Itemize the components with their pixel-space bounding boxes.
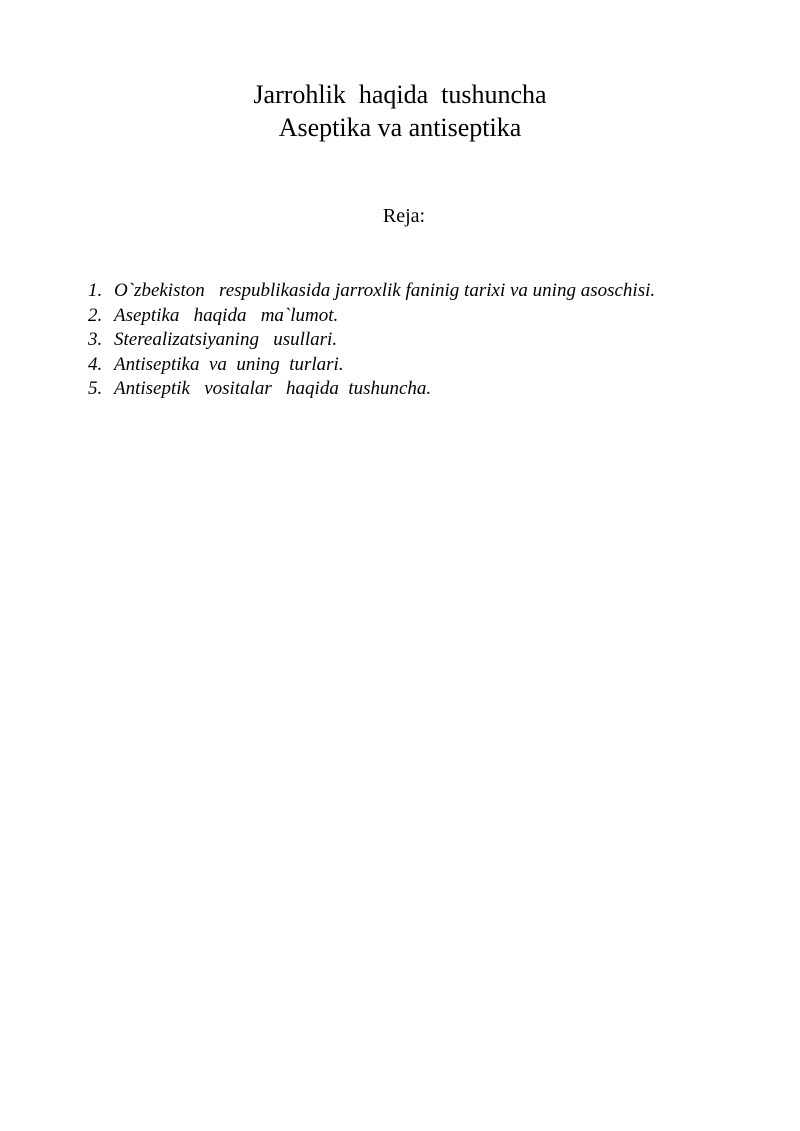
list-item-text: Antiseptika va uning turlari. bbox=[114, 353, 344, 375]
list-item-text: O`zbekiston respublikasida jarroxlik faninig tarixi va uning asoschisi. bbox=[114, 280, 656, 301]
list-item-number: 5. bbox=[88, 378, 103, 399]
document-title bbox=[0, 78, 800, 144]
list-item-number: 2. bbox=[88, 304, 103, 326]
list-item bbox=[88, 304, 655, 329]
list-item bbox=[88, 353, 655, 378]
title-line-1: Jarrohlik haqida tushuncha bbox=[253, 80, 547, 109]
list-item-number: 1. bbox=[88, 280, 103, 301]
list-item bbox=[88, 279, 655, 304]
plan-list bbox=[88, 279, 655, 402]
list-item-text: Sterealizatsiyaning usullari. bbox=[114, 329, 338, 350]
title-line-2: Aseptika va antiseptika bbox=[278, 113, 522, 142]
list-item-text: Aseptika haqida ma`lumot. bbox=[114, 304, 339, 326]
list-item-number: 4. bbox=[88, 353, 103, 375]
list-item bbox=[88, 377, 655, 402]
list-item bbox=[88, 328, 655, 353]
list-item-text: Antiseptik vositalar haqida tushuncha. bbox=[114, 378, 432, 399]
plan-heading: Reja: bbox=[382, 205, 426, 227]
list-item-number: 3. bbox=[88, 329, 103, 350]
